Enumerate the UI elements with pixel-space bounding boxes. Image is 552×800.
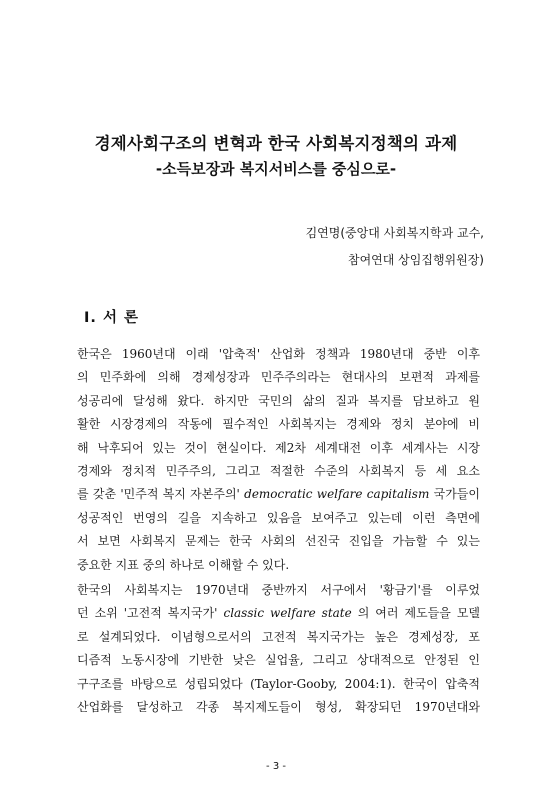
paragraph-line: 중요한 지표 중의 하나로 이해할 수 있다. — [77, 557, 290, 572]
paragraph-line: 성공적인 번영의 길을 지속하고 있음을 보여주고 있는데 이런 측면에 — [77, 510, 480, 525]
paragraph-line: 의 민주화에 의해 경제성장과 민주주의라는 현대사의 보편적 과제를 — [77, 370, 480, 385]
english-term: classic welfare state — [223, 606, 352, 621]
paragraph-line: 를 갖춘 '민주적 복지 자본주의' democratic welfare capitalism 국가들이 — [77, 487, 480, 502]
document-title: 경제사회구조의 변혁과 한국 사회복지정책의 과제 — [94, 134, 458, 153]
paragraph-line: 서 보면 사회복지 문제는 한국 사회의 선진국 진입을 가늠할 수 있는 — [77, 534, 480, 549]
paragraph-line: 산업화를 달성하고 각종 복지제도들이 형성, 확장되던 1970년대와 — [77, 700, 480, 715]
paragraph-line: 디즘적 노동시장에 기반한 낮은 실업율, 그리고 상대적으로 안정된 인 — [77, 653, 480, 668]
paragraph-line: 활한 시장경제의 작동에 필수적인 사회복지는 경제와 정치 분야에 비 — [77, 417, 480, 432]
paragraph-line: 던 소위 '고전적 복지국가' classic welfare state 의 여러 제도들을 모델 — [77, 606, 480, 621]
paragraph-1 — [77, 343, 480, 577]
paragraph-line: 한국의 사회복지는 1970년대 중반까지 서구에서 '황금기'를 이루었 — [77, 583, 480, 597]
author-block — [306, 220, 484, 274]
paragraph-line: 경제와 정치적 민주주의, 그리고 적절한 수준의 사회복지 등 세 요소 — [77, 464, 480, 479]
paragraph-line: 성공리에 달성해 왔다. 하지만 국민의 삶의 질과 복지를 담보하고 원 — [77, 393, 480, 408]
paragraph-line: 해 낙후되어 있는 것이 현실이다. 제2차 세계대전 이후 세계사는 시장 — [77, 440, 480, 455]
page-number: - 3 - — [266, 761, 286, 772]
author-line-2: 참여연대 상임집행위원장) — [347, 253, 484, 267]
english-term: democratic welfare capitalism — [244, 487, 430, 502]
section-heading: Ⅰ. 서 론 — [84, 310, 140, 326]
paragraph-line: 구구조를 바탕으로 성립되었다 (Taylor-Gooby, 2004:1). 한국이 압축적 — [77, 676, 480, 691]
paragraph-line: 한국은 1960년대 이래 '압축적' 산업화 정책과 1980년대 중반 이후 — [77, 347, 480, 361]
paragraph-2 — [77, 579, 480, 719]
paragraph-line: 로 설계되었다. 이념형으로서의 고전적 복지국가는 높은 경제성장, 포 — [77, 629, 480, 644]
author-line-1: 김연명(중앙대 사회복지학과 교수, — [305, 226, 484, 240]
document-subtitle: -소득보장과 복지서비스를 중심으로- — [155, 160, 397, 178]
